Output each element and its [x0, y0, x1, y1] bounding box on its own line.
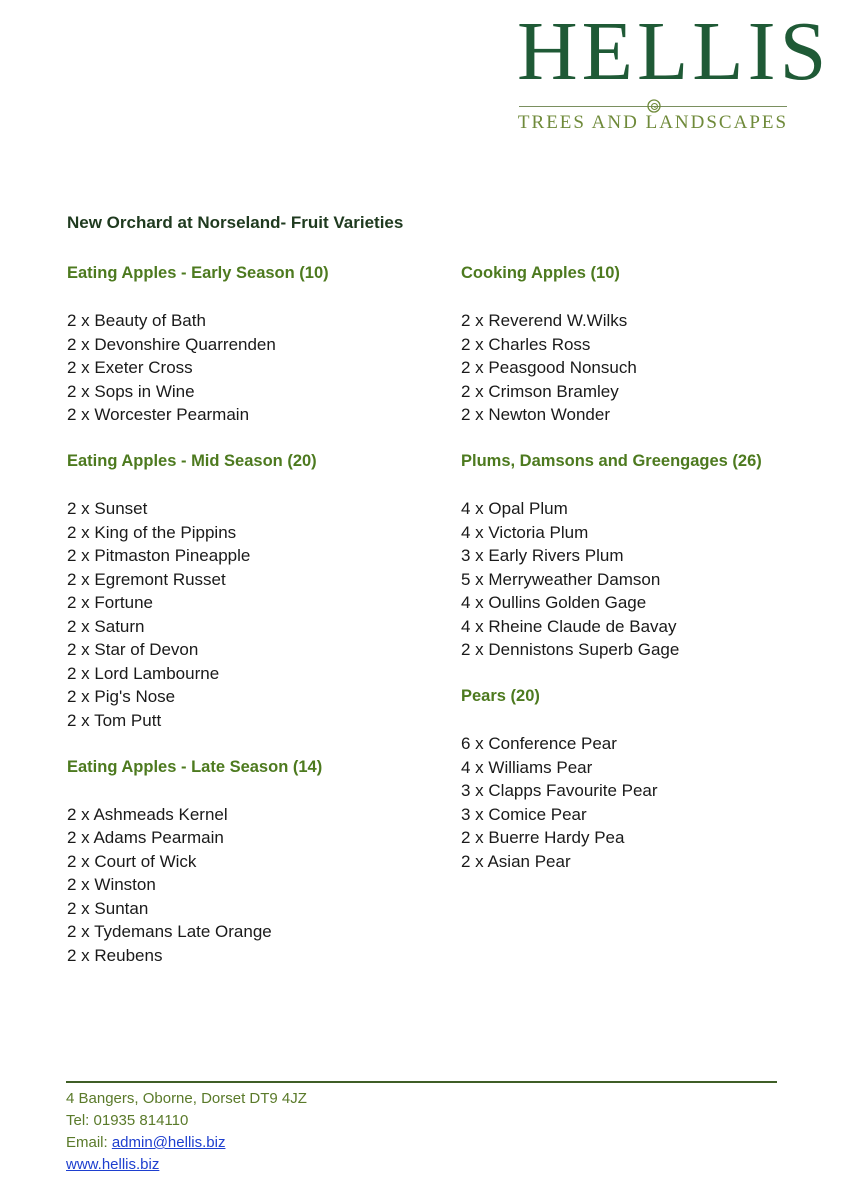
variety-list — [67, 309, 329, 427]
list-item: 2 x Reverend W.Wilks — [461, 311, 628, 330]
list-item: 2 x Pitmaston Pineapple — [67, 546, 251, 565]
list-item: 4 x Williams Pear — [461, 757, 593, 777]
footer-email-row — [66, 1132, 307, 1154]
variety-list — [461, 309, 762, 427]
section-plums — [461, 450, 762, 685]
list-item: 2 x Newton Wonder — [461, 405, 610, 424]
list-item: 3 x Comice Pear — [461, 804, 587, 824]
list-item: 2 x Devonshire Quarrenden — [67, 334, 276, 354]
list-item: 2 x Sops in Wine — [67, 381, 195, 401]
list-item: 2 x Tydemans Late Orange — [67, 922, 272, 941]
variety-list — [67, 497, 329, 732]
list-item: 2 x Adams Pearmain — [67, 828, 224, 847]
list-item: 2 x Asian Pear — [461, 851, 571, 871]
list-item: 4 x Opal Plum — [461, 499, 568, 518]
list-item: 2 x Worcester Pearmain — [67, 405, 250, 424]
company-logo — [517, 5, 831, 134]
list-item: 2 x Sunset — [67, 499, 148, 518]
list-item: 2 x Winston — [67, 875, 156, 894]
email-label: Email: — [66, 1134, 112, 1151]
list-item: 2 x Ashmeads Kernel — [67, 804, 228, 824]
section-heading: Plums, Damsons and Greengages (26) — [461, 452, 762, 470]
variety-list — [67, 803, 329, 968]
list-item: 4 x Rheine Claude de Bavay — [461, 616, 677, 636]
list-item: 2 x Tom Putt — [67, 710, 162, 730]
section-heading: Eating Apples - Late Season (14) — [67, 757, 323, 776]
list-item: 6 x Conference Pear — [461, 734, 617, 753]
section-early-season — [67, 262, 329, 450]
list-item: 2 x Court of Wick — [67, 851, 197, 871]
list-item: 2 x Buerre Hardy Pea — [461, 828, 625, 847]
list-item: 2 x Lord Lambourne — [67, 663, 220, 683]
list-item: 2 x Suntan — [67, 898, 149, 918]
list-item: 2 x Exeter Cross — [67, 358, 193, 377]
list-item: 4 x Oullins Golden Gage — [461, 593, 647, 612]
list-item: 2 x King of the Pippins — [67, 522, 237, 542]
list-item: 2 x Beauty of Bath — [67, 311, 206, 330]
left-column — [67, 262, 329, 967]
logo-tagline: TREES AND LANDSCAPES — [517, 112, 789, 133]
list-item: 3 x Clapps Favourite Pear — [461, 781, 658, 800]
list-item: 2 x Star of Devon — [67, 640, 199, 659]
list-item: 5 x Merryweather Damson — [461, 569, 661, 589]
section-cooking-apples — [461, 262, 762, 450]
document-title: New Orchard at Norseland- Fruit Varieties — [67, 213, 404, 232]
variety-list — [461, 497, 762, 662]
list-item: 2 x Fortune — [67, 593, 153, 612]
section-late-season — [67, 756, 329, 968]
section-mid-season — [67, 450, 329, 756]
footer-website-row — [66, 1154, 307, 1176]
right-column — [461, 262, 762, 873]
list-item: 3 x Early Rivers Plum — [461, 546, 624, 565]
footer-telephone: Tel: 01935 814110 — [66, 1112, 189, 1129]
snail-icon — [646, 98, 662, 114]
footer-address: 4 Bangers, Oborne, Dorset DT9 4JZ — [66, 1090, 307, 1107]
list-item: 4 x Victoria Plum — [461, 522, 589, 542]
section-heading: Cooking Apples (10) — [461, 264, 620, 282]
list-item: 2 x Egremont Russet — [67, 569, 226, 589]
website-link[interactable]: www.hellis.biz — [66, 1156, 160, 1173]
section-heading: Eating Apples - Early Season (10) — [67, 264, 329, 282]
variety-list — [461, 732, 762, 873]
list-item: 2 x Peasgood Nonsuch — [461, 358, 637, 377]
list-item: 2 x Charles Ross — [461, 334, 591, 354]
logo-wordmark: HELLIS — [517, 5, 831, 98]
email-link[interactable]: admin@hellis.biz — [111, 1134, 226, 1151]
list-item: 2 x Reubens — [67, 945, 163, 965]
list-item: 2 x Crimson Bramley — [461, 381, 619, 401]
list-item: 2 x Saturn — [67, 616, 145, 636]
section-heading: Pears (20) — [461, 687, 540, 705]
logo-divider — [517, 96, 789, 112]
list-item: 2 x Dennistons Superb Gage — [461, 640, 680, 659]
footer — [66, 1088, 307, 1176]
list-item: 2 x Pig's Nose — [67, 687, 176, 706]
footer-divider — [66, 1081, 777, 1083]
section-heading: Eating Apples - Mid Season (20) — [67, 452, 317, 470]
section-pears — [461, 685, 762, 873]
